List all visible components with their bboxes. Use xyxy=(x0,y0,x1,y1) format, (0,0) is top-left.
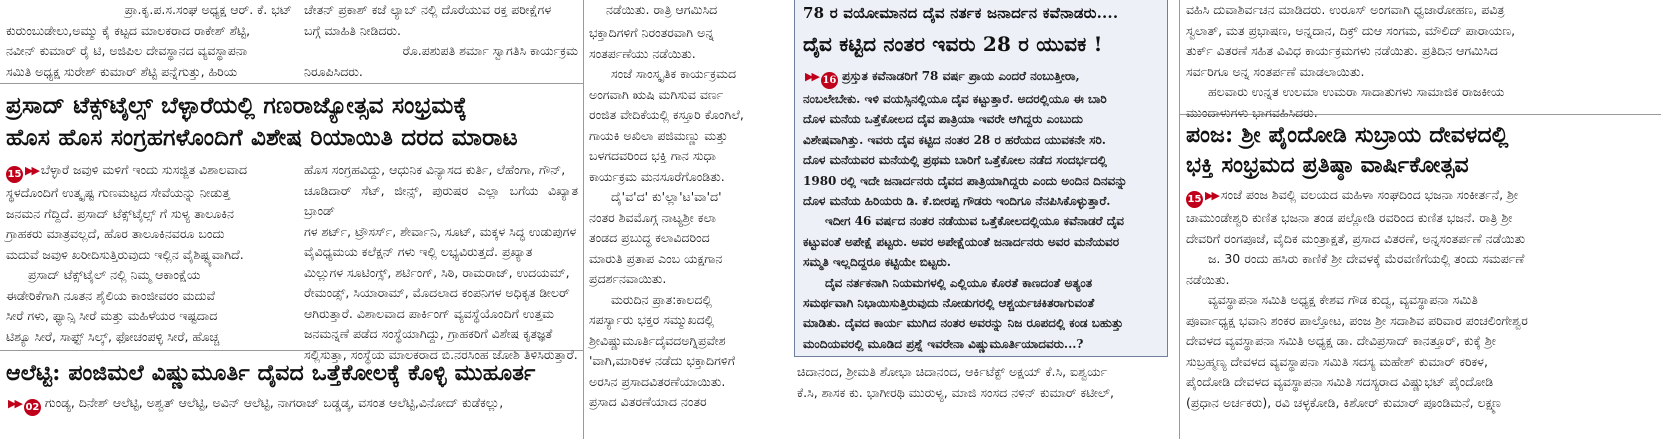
text-line: ತಂಡದ ಪ್ರಬುದ್ಧ ಕಲಾವಿದರಿಂದ xyxy=(589,230,710,245)
text-line: ಮದುವೆ ಜವುಳಿ ಖರೀದಿಸುತ್ತಿರುವುದು ಇಲ್ಲಿನ ವೈಶಿಷ್ಟ್ಯವಾಗಿದೆ. xyxy=(6,246,244,262)
featured-box-article xyxy=(794,0,1168,357)
text-line: ಮಂದಿಯವರಲ್ಲಿ ಮೂಡಿದ ಪ್ರಶ್ನೆ ಇವರೇನಾ ವಿಷ್ಣುಮೂರ್ತಿಯಾದವರು...? xyxy=(803,336,1084,351)
text-line: ಜ. 30 ರಂದು ಹಸಿರು ಕಾಣಿಕೆ ಶ್ರೀ ದೇವಳಕ್ಕೆ ಮೆರವಣಿಗೆಯಲ್ಲಿ ತಂದು ಸಮರ್ಪಣೆ xyxy=(1208,251,1525,266)
prasad-textiles-article xyxy=(6,90,578,362)
text-line: ಅರಸಿನ ಪ್ರಸಾದವಿತರಣೆಯಾಯಿತು. xyxy=(589,373,726,389)
text-line: ಈಡೇರಿಕೆಗಾಗಿ ನೂತನ ಶೈಲಿಯ ಕಾಂಜೀವರಂ ಮದುವೆ xyxy=(6,287,216,303)
subheadline: 78 ರ ವಯೋಮಾನದ ದೈವ ನರ್ತಕ ಜನಾರ್ದನ ಕವೆನಾಡರು.... xyxy=(803,4,1119,22)
text-line: ಸರ್ವರಿಗೂ ಅನ್ನ ಸಂತರ್ಪಣೆ ಮಾಡಲಾಯಿತು. xyxy=(1186,63,1365,79)
text-line: ಟಿಶ್ಯೂ ಸೀರೆ, ಸಾಫ್ಟ್ ಸಿಲ್ಕ್, ಫೋಚಂಪಳ್ಳಿ ಸೀರೆ, ಹೊಚ್ಚ xyxy=(6,328,220,344)
headline: ಪಂಜ: ಶ್ರೀ ಪೈಂದೋಡಿ ಸುಬ್ರಾಯ ದೇವಳದಲ್ಲಿ xyxy=(1186,122,1509,148)
date-badge: 15 xyxy=(1186,191,1203,208)
text-line: ಇದೀಗ 46 ವರ್ಷದ ನಂತರ ನಡೆಯುವ ಒತ್ತೆಕೋಲದಲ್ಲಿಯೂ ಕವೆನಾಡರೆ ದೈವ xyxy=(825,214,1124,229)
text-line: ಪ್ರಾ.ಕೃ.ಪ.ಸ.ಸಂಘ ಅಧ್ಯಕ್ಷ ಆರ್. ಕೆ. ಭಟ್ xyxy=(124,2,292,17)
headline: ದೈವ ಕಟ್ಟಿದ ನಂತರ ಇವರು 28 ರ ಯುವಕ ! xyxy=(803,32,1103,56)
text-line: ಸಪರ್ಸ್ಯಾರು ಭಕ್ತರ ಸಮ್ಮುಖದಲ್ಲಿ xyxy=(589,312,715,327)
text-line: ಗಾಯಕಿ ಅಖಿಲಾ ಪಜಿಮಣ್ಣು ಮತ್ತು xyxy=(589,127,728,143)
date-badge: 15 xyxy=(6,166,23,183)
text-line: ರೇಮಂಡ್ಸ್, ಸಿಯಾರಾಮ್, ಮೊದಲಾದ ಕಂಪನಿಗಳ ಅಧಿಕೃತ ಡೀಲರ್ xyxy=(304,285,570,300)
text-line: ದೊಳ ಮನೆಯವರ ಮನೆಯಲ್ಲಿ ಪ್ರಥಮ ಬಾರಿಗೆ ಒತ್ತೆಕೋಲ ನಡೆದ ಸಂದರ್ಭದಲ್ಲಿ xyxy=(803,153,1107,168)
text-line: ಕೆ.ಸಿ, ಶಾಸಕ ಕು. ಭಾಗೀರಥಿ ಮುರುಳ್ಯ, ಮಾಜಿ ಸಂಸದ ನಳಿನ್ ಕುಮಾರ್ ಕಟೀಲ್, xyxy=(797,384,1115,400)
text-line: ಬಳಗದವರಿಂದ ಭಕ್ತಿ ಗಾನ ಸುಧಾ xyxy=(589,148,716,163)
text-line: ಮುಂದಾಳುಗಳು ಭಾಗವಹಿಸಿದರು. xyxy=(1186,104,1318,120)
arrow-icon: ▶▶ xyxy=(8,397,21,410)
text-line: ಪ್ರಸ್ತುತ ಕವೆನಾಡರಿಗೆ 78 ವರ್ಷ ಪ್ರಾಯ ಎಂದರೆ ನಂಬುತ್ತೀರಾ, xyxy=(842,69,1080,83)
text-line: ಹಲವಾರು ಉನ್ನತ ಉಲಮಾ ಉಮರಾ ಸಾದಾತುಗಳು ಸಾಮಾಜಿಕ ರಾಜಕೀಯ xyxy=(1208,84,1505,99)
text-line: ಸಂಜೆ ಪಂಜ ಶಿವಲ್ಲಿ ವಲಯದ ಮಹಿಳಾ ಸಂಘದಿಂದ ಭಜನಾ ಸಂಕೀರ್ತನೆ, ಶ್ರೀ xyxy=(1220,187,1519,202)
text-line: ಪ್ರದರ್ಶನವಾಯಿತು. xyxy=(589,271,667,286)
panja-temple-article xyxy=(1186,120,1656,439)
text-line: ನಿರೂಪಿಸಿದರು. xyxy=(304,63,363,79)
text-line: ಮಾರುತಿ ಪ್ರತಾಪ ಎಂಬ ಯಕ್ಷಗಾನ xyxy=(589,250,723,266)
text-line: ನಂತರ ಶಿವಮೊಗ್ಗ ನಾಟ್ಯಶ್ರೀ ಕಲಾ xyxy=(589,209,716,225)
text-line: ದೈ'ವ'ದ' ಕು'ಲ್ಲಾ'ಟ'ವಾ'ದ' xyxy=(611,189,722,204)
text-line: ತುರ್ಕ್ ವಿತರಣೆ ಸಹಿತ ವಿವಿಧ ಕಾರ್ಯಕ್ರಮಗಳು ನಡೆಯಿತು. ಪ್ರತಿದಿನ ಆಗಮಿಸಿದ xyxy=(1186,43,1498,58)
text-line: ಚಾಮುಂಡೇಶ್ವರಿ ಕುಣಿತ ಭಜನಾ ತಂಡ ಪಲ್ಲೋಡಿ ರವರಿಂದ ಕುಣಿತ ಭಜನೆ. ರಾತ್ರಿ ಶ್ರೀ xyxy=(1186,210,1513,225)
text-line: ವ್ಯವಸ್ಥಾಪನಾ ಸಮಿತಿ ಅಧ್ಯಕ್ಷ ಕೇಶವ ಗೌಡ ಕುದ್ವ, ವ್ಯವಸ್ಥಾಪನಾ ಸಮಿತಿ xyxy=(1208,292,1478,307)
text-line: ಮರುದಿನ ಪ್ರಾತ:ಕಾಲದಲ್ಲಿ xyxy=(611,291,712,307)
text-line: ಪ್ರಸಾದ್ ಟೆಕ್ಸ್‌ಟೈಲ್ ನಲ್ಲಿ ನಿಮ್ಮ ಆಕಾಂಕ್ಷೆಯ xyxy=(28,267,201,282)
text-line: ಸುಬ್ರಹ್ಮಣ್ಯ ದೇವಳದ ವ್ಯವಸ್ಥಾಪನಾ ಸಮಿತಿ ಸದಸ್ಯ ಮಹೇಶ್ ಕುಮಾರ್ ಕರಿಕಳ, xyxy=(1186,353,1488,369)
text-line: ವಿಶೇಷವಾಗಿತ್ತು. ಇವರು ದೈವ ಕಟ್ಟಿದ ನಂತರ 28 ರ ಹರೆಯದ ಯುವಕನೇ ಸರಿ. xyxy=(803,132,1106,147)
headline: ಹೊಸ ಹೊಸ ಸಂಗ್ರಹಗಳೊಂದಿಗೆ ವಿಶೇಷ ರಿಯಾಯಿತಿ ದರದ ಮಾರಾಟ xyxy=(6,124,518,151)
headline: ಆಲೆಟ್ಟಿ: ಪಂಜಿಮಲೆ ವಿಷ್ಣುಮೂರ್ತಿ ದೈವದ ಒತ್ತೆಕೋಲಕ್ಕೆ ಕೊಳ್ಳಿ ಮುಹೂರ್ತ xyxy=(6,360,536,386)
text-line: ನಡೆಯಿತು. xyxy=(1186,271,1230,287)
column-divider xyxy=(1179,0,1180,439)
text-line: ದೊಳ ಮನೆಯ ಹಿರಿಯರು ಡಿ. ಕೆ.ಬೀರಪ್ಪ ಗೌಡರು ಇಂದಿಗೂ ನೆನಪಿಸಿಕೊಳ್ಳುತ್ತಾರೆ. xyxy=(803,194,1111,209)
text-line: ಹೊಸ ಸಂಗ್ರಹವಿದ್ದು, ಆಧುನಿಕ ವಿನ್ಯಾಸದ ಕುರ್ತಿ, ಲೆಹೆಂಗಾ, ಗೌನ್, xyxy=(304,162,566,177)
text-line: ರಂಜಿತ ವೇದಿಕೆಯಲ್ಲಿ ಕಸ್ತೂರಿ ಕೊಂಗಿಲೆ, xyxy=(589,107,744,122)
text-line: ಕುರುಂಬುಡೇಲು,ಅಮ್ಮು ಕೈ ಕಟ್ಟದ ಮಾಲಕರಾದ ರಾಕೇಶ್ ಶೆಟ್ಟಿ, xyxy=(6,22,251,38)
text-line: ಚೇತನ್ ಪ್ರಕಾಶ್ ಕಜೆ ಲ್ಯಾಬ್ ನಲ್ಲಿ ದೊರೆಯುವ ರಕ್ತ ಪರೀಕ್ಷೆಗಳ xyxy=(304,2,552,17)
text-line: ಚೂಡಿದಾರ್ ಸೆಟ್, ಜೀನ್ಸ್, ಪುರುಷರ ಎಲ್ಲಾ ಬಗೆಯ ವಿಖ್ಯಾತ ಬ್ರಾಂಡ್ xyxy=(304,182,578,218)
text-line: ಮಿಲ್ಲುಗಳ ಸೂಟಿಂಗ್ಸ್, ಶರ್ಟಿಂಗ್, ಸಿಠಿ, ರಾಮರಾಜ್, ಉದಯಮ್, xyxy=(304,264,570,280)
text-line: ದೈವ ನರ್ತಕನಾಗಿ ನಿಯಮಗಳಲ್ಲಿ ಎಲ್ಲಿಯೂ ಕೊರತೆ ಕಾಣದಂತೆ ಅತ್ಯಂತ xyxy=(825,275,1093,290)
text-line: ಜನಮನ ಗೆದ್ದಿದೆ. ಪ್ರಸಾದ್ ಟೆಕ್ಸ್‌ಟೈಲ್ಸ್ ಗೆ ಸುಳ್ಯ ತಾಲೂಕಿನ xyxy=(6,205,234,221)
column-divider xyxy=(583,0,584,439)
text-line: ನವೀನ್ ಕುಮಾರ್ ರೈ ಟಿ, ಅಜಿಪಿಲ ದೇವಸ್ಥಾನದ ವ್ಯವಸ್ಥಾಪನಾ xyxy=(6,43,248,58)
text-line: ಸೀರೆ ಗಳು, ಫ್ಯಾನ್ಸಿ ಸೀರೆ ಮತ್ತು ಮಹಿಳೆಯರ ಇಷ್ಟದಾದ xyxy=(6,308,218,323)
text-line: ನಂಬಲೇಬೇಕು. ಇಳಿ ವಯಸ್ಸಿನಲ್ಲಿಯೂ ದೈವ ಕಟ್ಟುತ್ತಾರೆ. ಅದರಲ್ಲಿಯೂ ಈ ಬಾರಿ xyxy=(803,92,1107,106)
text-line: ಸಮರ್ಥವಾಗಿ ನಿಭಾಯಿಸುತ್ತಿರುವುದು ನೋಡುಗರಲ್ಲಿ ಆಶ್ಚರ್ಯಚಕಿತರಾಗುವಂತೆ xyxy=(803,296,1095,311)
date-badge: 02 xyxy=(24,399,41,416)
arrow-icon: ▶▶ xyxy=(1205,189,1218,202)
arrow-icon: ▶▶ xyxy=(805,70,818,83)
text-line: ಕಟ್ಟುವಂತೆ ಅಪೇಕ್ಷೆ ಪಟ್ಟರು. ಅವರ ಅಪೇಕ್ಷೆಯಂತೆ ಜನಾರ್ದನರು ಅವರ ಮನೆಯವರ xyxy=(803,234,1120,249)
text-line: ಪೈಂದೋಡಿ ದೇವಳದ ವ್ಯವಸ್ಥಾಪನಾ ಸಮಿತಿ ಸದಸ್ಯರಾದ ವಿಷ್ಣುಭಟ್ ಪೈಂದೋಡಿ xyxy=(1186,374,1494,389)
text-line: ದೇವಳದ ವ್ಯವಸ್ಥಾಪನಾ ಸಮಿತಿ ಅಧ್ಯಕ್ಷ ಡಾ. ದೇವಿಪ್ರಸಾದ್ ಕಾನತ್ತೂರ್, ಕುಕ್ಕೆ ಶ್ರೀ xyxy=(1186,333,1496,348)
text-line: 'ವಾಗಿ,ಮಾರಿಕಳ ನಡೆದು ಭಕ್ತಾದಿಗಳಿಗೆ xyxy=(589,353,735,368)
text-line: ದೇವರಿಗೆ ರಂಗಪೂಜೆ, ವೈದಿಕ ಮಂತ್ರಾಕ್ಷತೆ, ಪ್ರಸಾದ ವಿತರಣೆ, ಅನ್ನಸಂತರ್ಪಣೆ ನಡೆಯಿತು xyxy=(1186,230,1526,246)
text-line: ಅಂಗವಾಗಿ ಋಷಿ ಮಗಿಸುವ ವರ್ಣ xyxy=(589,86,724,102)
headline: ಪ್ರಸಾದ್ ಟೆಕ್ಸ್‌ಟೈಲ್ಸ್ ಬೆಳ್ಳಾರೆಯಲ್ಲಿ ಗಣರಾಜ್ಯೋತ್ಸವ ಸಂಭ್ರಮಕ್ಕೆ xyxy=(6,92,468,119)
text-line: ಮಾಡಿತು. ದೈವದ ಕಾರ್ಯ ಮುಗಿದ ನಂತರ ಅವರನ್ನು ನಿಜ ರೂಪದಲ್ಲಿ ಕಂಡ ಬಹುತ್ತು xyxy=(803,316,1124,331)
text-line: ನಡೆಯಿತು. ರಾತ್ರಿ ಆಗಮಿಸಿದ xyxy=(606,2,718,17)
text-line: ಸಲ್ಲಿಸುತ್ತಾ, ಸಂಸ್ಥೆಯ ಮಾಲಕರಾದ ಬಿ.ನರಸಿಂಹ ಜೋಶಿ ತಿಳಿಸಿರುತ್ತಾರೆ. xyxy=(304,346,578,362)
text-line: ವೈವಿಧ್ಯಮಯ ಕಲೆಕ್ಷನ್ ಗಳು ಇಲ್ಲಿ ಲಭ್ಯವಿರುತ್ತದೆ. ಪ್ರಖ್ಯಾತ xyxy=(304,244,533,259)
text-line: ಪೂರ್ವಾಧ್ಯಕ್ಷ ಭವಾನಿ ಶಂಕರ ಪಾಲ್ತೋಟ, ಪಂಜ ಶ್ರೀ ಸದಾಶಿವ ಪರಿವಾರ ಪಂಚಲಿಂಗೇಶ್ವರ xyxy=(1186,312,1528,328)
text-line: 1980 ರಲ್ಲಿ ಇದೇ ಜನಾರ್ದನರು ದೈವದ ಪಾತ್ರಿಯಾಗಿದ್ದರು ಎಂದು ಅಂದಿನ ದಿನವನ್ನು xyxy=(803,173,1128,188)
text-line: ಬೆಳ್ಳಾರೆ ಜವುಳಿ ಮಳಿಗೆ ಇಂದು ಸುಸಜ್ಜಿತ ವಿಶಾಲವಾದ xyxy=(40,162,248,177)
text-line: ಗಳ ಶರ್ಟ್, ಟ್ರೌಸರ್ಸ್, ಶೇರ್ವಾನಿ, ಸೂಟ್, ಮಕ್ಕಳ ಸಿದ್ಧ ಉಡುಪುಗಳ xyxy=(304,223,577,239)
date-badge: 16 xyxy=(821,72,838,89)
text-line: ಸಮ್ಮತಿ ಇಲ್ಲದಿದ್ದರೂ ಕಟ್ಟಿಯೇ ಬಿಟ್ಟರು. xyxy=(803,255,951,270)
text-line: ಗುಂಡ್ಯ, ದಿನೇಶ್ ಆಲೆಟ್ಟಿ, ಅಶ್ವತ್ ಆಲೆಟ್ಟಿ, ಅವಿನ್ ಆಲೆಟ್ಟಿ, ನಾಗರಾಜ್ ಬಡ್ಡಡ್ಕ, ವಸಂತ ಆಲೆಟ್ಟಿ,ವಿನೋದ್ ಕುಡೆಕಲ್ಲು, xyxy=(44,395,504,410)
lower-middle-article xyxy=(797,362,1173,439)
text-line: ಭಕ್ತಾದಿಗಳಿಗೆ ನಿರಂತರವಾಗಿ ಅನ್ನ xyxy=(589,25,714,40)
right-top-article xyxy=(1186,0,1656,120)
text-line: ಗ್ರಾಹಕರು ಮಾತ್ರವಲ್ಲದೆ, ಹೊರ ತಾಲೂಕಿನವರೂ ಬಂದು xyxy=(6,226,225,241)
aletti-article xyxy=(6,356,578,439)
text-line: ಸಮಿತಿ ಅಧ್ಯಕ್ಷ ಸುರೇಶ್ ಕುಮಾರ್ ಶೆಟ್ಟಿ ಪನ್ನೆಗುತ್ತು, ಹಿರಿಯ xyxy=(6,63,238,79)
text-line: ಶ್ರೀವಿಷ್ಣುಮೂರ್ತಿದೈವದಅಗ್ನಿಪ್ರವೇಶ xyxy=(589,332,726,348)
text-line: ಆಗಿರುತ್ತಾರೆ. ವಿಶಾಲವಾದ ಪಾರ್ಕಿಂಗ್ ವ್ಯವಸ್ಥೆಯೊಂದಿಗೆ ಉತ್ತಮ xyxy=(304,305,555,321)
text-line: ಪ್ರಸಾದ ವಿತರಣೆಯಾದ ನಂತರ xyxy=(589,394,707,409)
text-line: (ಪ್ರಧಾನ ಅರ್ಚಕರು), ರವಿ ಚಳ್ಳಕೋಡಿ, ಕಿಶೋರ್ ಕುಮಾರ್ ಪೂಂಡಿಮನೆ, ಲಕ್ಷ್ಮಣ xyxy=(1186,394,1501,410)
text-line: ಸಂತರ್ಪಣೆಯು ನಡೆಯಿತು. xyxy=(589,45,696,61)
text-line: ದೊಳ ಮನೆಯ ಒತ್ತೆಕೋಲದ ದೈವ ಪಾತ್ರಿಯಾ ಇವರೇ ಆಗಿದ್ದರು ಎಂಬುದು xyxy=(803,112,1083,127)
middle-column-article xyxy=(589,0,787,439)
text-line: ಸ್ಥಳದೊಂದಿಗೆ ಉತ್ಕೃಷ್ಟ ಗುಣಮಟ್ಟದ ಸೇವೆಯನ್ನು ನೀಡುತ್ತ xyxy=(6,185,230,200)
arrow-icon: ▶▶ xyxy=(25,164,38,177)
text-line: ಸ್ವಲಾತ್, ಮತ ಪ್ರಭಾಷಣ, ಅನ್ನದಾನ, ದಿಕ್ರ್ ದುಆ ಸಂಗಮ, ಮೌಲಿದ್ ಪಾರಾಯಣ, xyxy=(1186,22,1516,38)
text-line: ಚಿದಾನಂದ, ಶ್ರೀಮತಿ ಶೋಭಾ ಚಿದಾನಂದ, ಆರ್ಕಿಟೆಕ್ಟ್ ಅಕ್ಷಯ್ ಕೆ.ಸಿ, ಐಶ್ವರ್ಯ xyxy=(797,364,1108,379)
text-line: ಕಾರ್ಯಕ್ರಮ ಮನಸೂರೆಗೊಂಡಿತು. xyxy=(589,168,725,184)
text-line: ರೊ.ಪಶುಪತಿ ಶರ್ಮಾ ಸ್ವಾಗತಿಸಿ ಕಾರ್ಯಕ್ರಮ xyxy=(402,43,578,58)
text-line: ಬಗ್ಗೆ ಮಾಹಿತಿ ನೀಡಿದರು. xyxy=(304,22,401,38)
article-divider xyxy=(0,83,583,84)
headline: ಭಕ್ತಿ ಸಂಭ್ರಮದ ಪ್ರತಿಷ್ಠಾ ವಾರ್ಷಿಕೋತ್ಸವ xyxy=(1186,152,1469,178)
left-top-article xyxy=(6,0,578,82)
text-line: ಜನಮನ್ನಣೆ ಪಡೆದ ಸಂಸ್ಥೆಯಾಗಿದ್ದು, ಗ್ರಾಹಕರಿಗೆ ವಿಶೇಷ ಕೃತಜ್ಞತೆ xyxy=(304,326,553,341)
text-line: ವಹಿಸಿ ದುವಾಶಿರ್ವಚನ ಮಾಡಿದರು. ಉರೂಸ್ ಅಂಗವಾಗಿ ಧ್ವಜಾರೋಹಣ, ಪವಿತ್ರ xyxy=(1186,2,1505,17)
text-line: ಸಂಜೆ ಸಾಂಸ್ಕೃತಿಕ ಕಾರ್ಯಕ್ರಮದ xyxy=(611,66,737,81)
